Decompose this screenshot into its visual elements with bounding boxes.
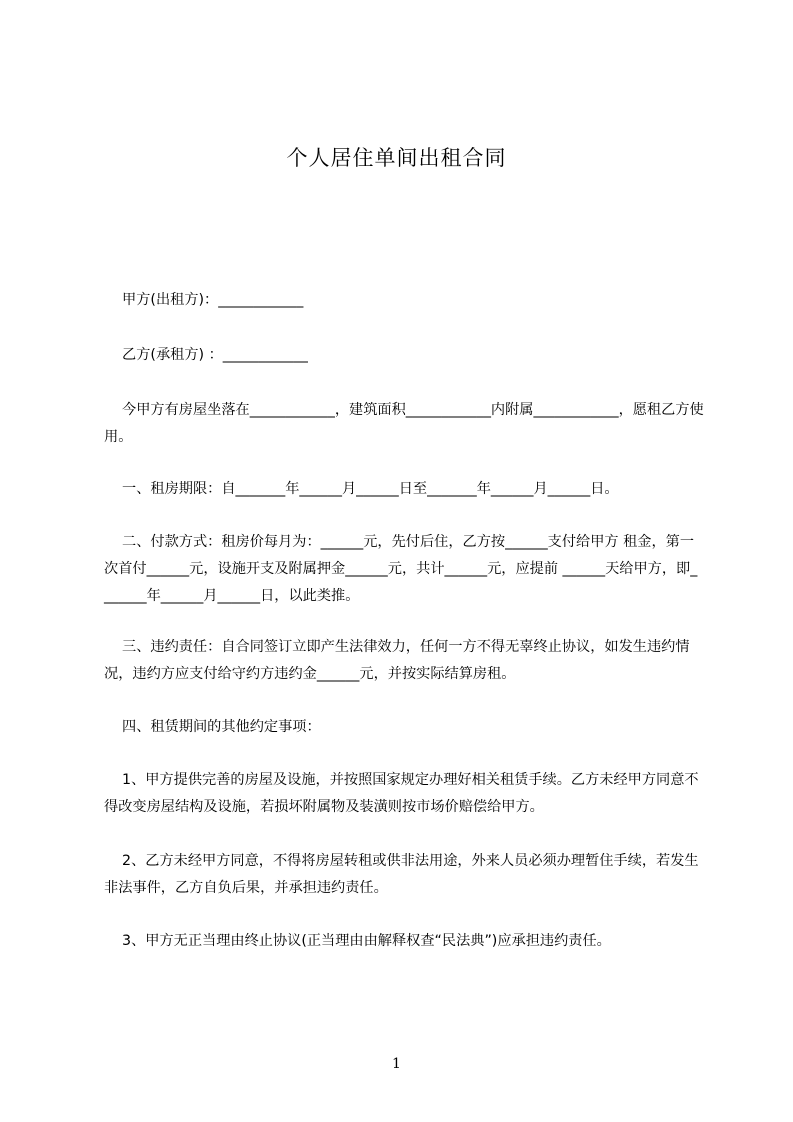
breach-clause: 三、违约责任：自合同签订立即产生法律效力，任何一方不得无辜终止协议，如发生违约情况，违约方应支付给守约方违约金______元，并按实际结算房租。 [104,639,690,682]
party-b-line: 乙方(承租方) ：____________ [104,347,308,363]
other-terms-heading: 四、租赁期间的其他约定事项： [104,719,321,735]
term-item-2: 2、乙方未经甲方同意，不得将房屋转租或供非法用途，外来人员必须办理暂住手续，若发生非法事件，乙方自负后果，并承担违约责任。 [104,853,699,896]
payment-clause: 二、付款方式：租房价每月为：______元，先付后住，乙方按______支付给甲方 租金，第一次首付______元，设施开支及附属押金______元，共计______元，应提前 ______天给甲方，即_______年______月______日，以此类推。 [104,534,698,604]
term-item-1: 1、甲方提供完善的房屋及设施，并按照国家规定办理好相关租赁手续。乙方未经甲方同意不得改变房屋结构及设施，若损坏附属物及装潢则按市场价赔偿给甲方。 [104,772,699,815]
page-number: 1 [392,1056,401,1072]
term-item-3: 3、甲方无正当理由终止协议(正当理由由解释权查“民法典”)应承担违约责任。 [104,933,611,949]
property-clause: 今甲方有房屋坐落在____________，建筑面积____________内附属____________，愿租乙方使用。 [104,402,704,445]
document-title: 个人居住单间出租合同 [286,146,507,170]
lease-term-clause: 一、租房期限：自_______年______月______日至_______年______月______日。 [104,481,619,497]
party-a-line: 甲方(出租方)：____________ [104,292,304,308]
